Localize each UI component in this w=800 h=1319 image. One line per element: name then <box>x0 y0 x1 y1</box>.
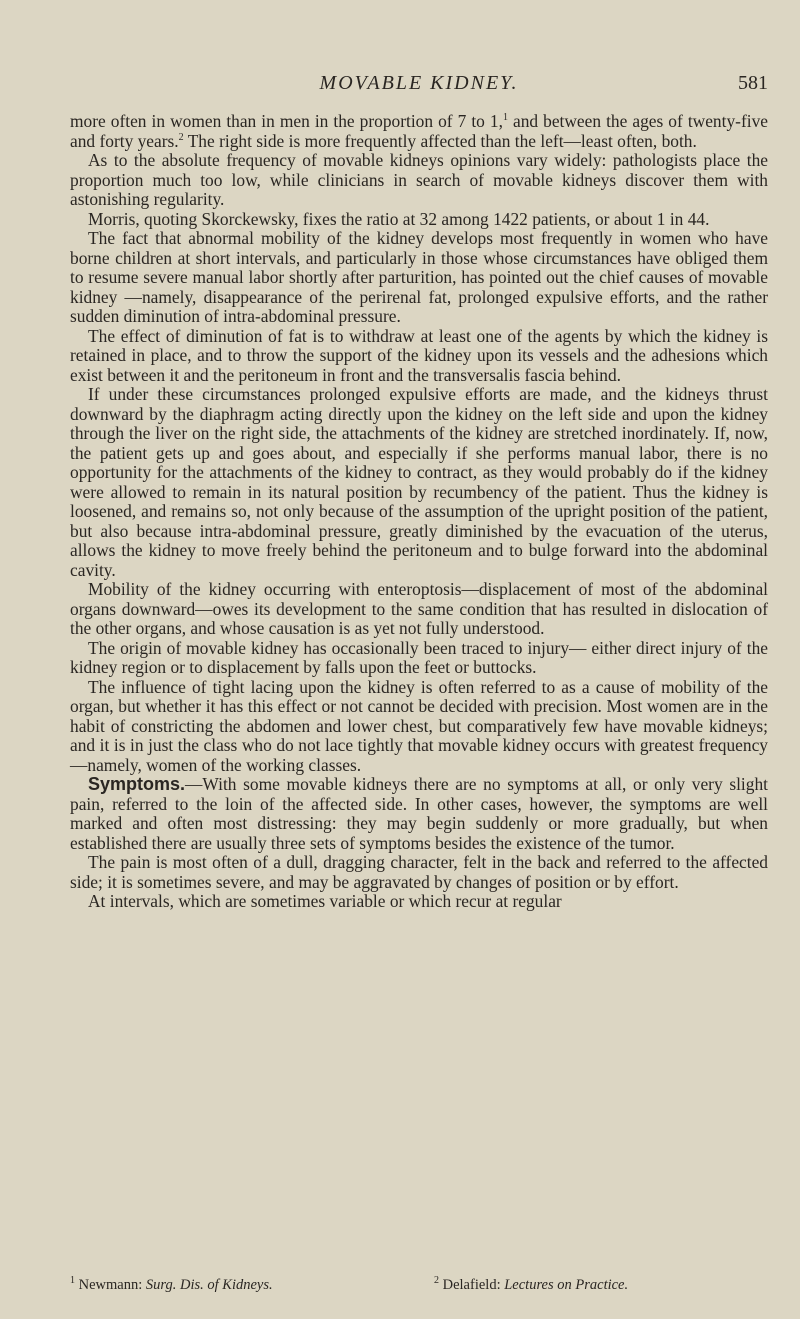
footnote <box>70 1277 404 1293</box>
paragraph: The origin of movable kidney has occasionally been traced to injury— either direct injury of the kidney region or to displacement by falls upon the feet or buttocks. <box>70 637 768 677</box>
footnote-mark: 1 <box>70 1275 75 1287</box>
paragraph: As to the absolute frequency of movable kidneys opinions vary widely: pathologists place the proportion much too low, while clinicians in search of movable kidneys discover them with astonishing regularity. <box>70 150 768 209</box>
paragraph: If under these circumstances prolonged expulsive efforts are made, and the kidneys thrust downward by the diaphragm acting directly upon the kidney on the left side and upon the kidney through the liver on the right side, the attachments of the kidney are stretched inordinately. If, now, the patient gets up and goes about, and especially if she performs manual labor, there is no opportunity for the attachments of the kidney to contract, as they would probably do if the kidney were allowed to remain in its natural position by recumbency of the patient. Thus the kidney is loosened, and remains so, not only because of the assumption of the upright position of the patient, but also because intra-abdominal pressure, greatly diminished by the evacuation of the uterus, allows the kidney to move freely behind the peritoneum and to bulge forward into the abdominal cavity. <box>70 384 768 580</box>
paragraph <box>70 112 768 151</box>
running-title: MOVABLE KIDNEY. <box>319 72 519 94</box>
section-run-in-heading: Symptoms. <box>88 774 186 794</box>
paragraph-text: —With some movable kidneys there are no symptoms at all, or only very slight pain, referred to the loin of the affected side. In other cases, however, the symptoms are well marked and often most distressing: they may begin suddenly or more gradually, but when established there are usually three sets of symptoms besides the existence of the tumor. <box>70 774 768 853</box>
footnote-title: Lectures on Practice. <box>504 1277 629 1293</box>
paragraph: The effect of diminution of fat is to withdraw at least one of the agents by which the kidney is retained in place, and to throw the support of the kidney upon its vessels and the adhesions which exist between it and the peritoneum in front and the transversalis fascia behind. <box>70 325 768 385</box>
paragraph: Mobility of the kidney occurring with enteroptosis—displacement of most of the abdominal organs downward—owes its development to the same condition that has resulted in dislocation of the other organs, and whose causation is as yet not fully understood. <box>70 579 768 638</box>
paragraph-symptoms <box>70 775 768 853</box>
footnote-mark: 2 <box>434 1275 439 1287</box>
footnote-ref: 2 <box>178 131 184 143</box>
body-text <box>70 112 768 912</box>
paragraph: The fact that abnormal mobility of the kidney develops most frequently in women who have borne children at short intervals, and particularly in those whose circumstances have obliged them to resume severe manual labor shortly after parturition, has pointed out the chief causes of movable kidney —namely, disappearance of the perirenal fat, prolonged expulsive efforts, and the rather sudden diminution of intra-abdominal pressure. <box>70 228 768 326</box>
paragraph-text: more often in women than in men in the proportion of 7 to 1, <box>70 111 503 131</box>
paragraph: Morris, quoting Skorckewsky, fixes the ratio at 32 among 1422 patients, or about 1 in 44. <box>88 208 710 229</box>
footnote-author: Newmann: <box>75 1277 146 1293</box>
footnote <box>404 1277 768 1293</box>
footnotes <box>70 1277 768 1293</box>
paragraph-text: and between the ages of twenty-five and forty years. <box>70 111 768 151</box>
paragraph-text: The right side is more frequently affected than the left—least often, both. <box>183 130 697 151</box>
paragraph: The influence of tight lacing upon the kidney is often referred to as a cause of mobility of the organ, but whether it has this effect or not cannot be decided with precision. Most women are in the habit of constricting the abdomen and lower chest, but comparatively few have movable kidneys; and it is in just the class who do not lace tightly that movable kidney occurs with greatest frequency—namely, women of the working classes. <box>70 676 768 775</box>
page-header <box>70 72 768 102</box>
footnote-author: Delafield: <box>439 1277 505 1293</box>
page-number: 581 <box>738 72 768 94</box>
footnote-title: Surg. Dis. of Kidneys. <box>145 1277 273 1293</box>
paragraph: The pain is most often of a dull, dragging character, felt in the back and referred to the affected side; it is sometimes severe, and may be aggravated by changes of position or by effort. <box>70 852 768 892</box>
paragraph: At intervals, which are sometimes variable or which recur at regular <box>88 891 562 911</box>
footnote-ref: 1 <box>502 112 508 124</box>
